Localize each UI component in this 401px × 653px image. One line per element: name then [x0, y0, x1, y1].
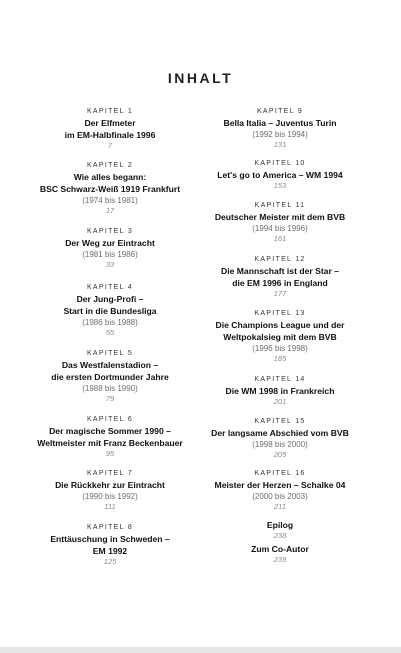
chapter-number: KAPITEL 9 [256, 108, 304, 115]
toc-entry-co-author[interactable] [207, 543, 353, 567]
toc-entry[interactable] [17, 349, 203, 415]
chapter-years: (1996 bis 1998) [252, 344, 308, 353]
chapter-page-number: 79 [105, 394, 115, 403]
chapter-page-number: 211 [274, 502, 286, 511]
toc-entry[interactable] [207, 159, 353, 201]
chapter-number: KAPITEL 15 [254, 418, 306, 425]
chapter-number: KAPITEL 12 [254, 256, 306, 263]
chapter-page-number: 185 [273, 354, 287, 363]
chapter-number: KAPITEL 14 [254, 376, 306, 383]
toc-entry[interactable] [17, 107, 203, 161]
toc-column-left [17, 107, 203, 577]
chapter-number: KAPITEL 7 [86, 470, 134, 477]
chapter-title-line: Der langsame Abschied vom BVB [211, 428, 349, 438]
chapter-years: (1974 bis 1981) [82, 196, 138, 205]
toc-entry[interactable] [207, 469, 353, 519]
chapter-number: KAPITEL 10 [254, 160, 306, 167]
chapter-number: KAPITEL 11 [254, 202, 306, 209]
chapter-page-number: 95 [105, 449, 115, 458]
chapter-page-number: 55 [105, 328, 115, 337]
chapter-page-number: 125 [103, 557, 117, 566]
chapter-title-line: die ersten Dortmunder Jahre [51, 372, 169, 382]
chapter-page-number: 177 [273, 289, 287, 298]
epilog-page-number: 238 [273, 531, 287, 540]
chapter-number: KAPITEL 5 [86, 350, 134, 357]
chapter-page-number: 201 [273, 397, 287, 406]
toc-entry[interactable] [207, 107, 353, 159]
chapter-page-number: 7 [107, 141, 113, 150]
chapter-title-line: Der Elfmeter [84, 118, 136, 128]
toc-entry[interactable] [17, 415, 203, 469]
chapter-title-line: die EM 1996 in England [232, 278, 328, 288]
chapter-number: KAPITEL 6 [86, 416, 134, 423]
chapter-number: KAPITEL 1 [86, 108, 134, 115]
toc-entry[interactable] [17, 283, 203, 349]
chapter-title-line: Der magische Sommer 1990 – [49, 426, 171, 436]
chapter-title-line: Meister der Herzen – Schalke 04 [214, 480, 346, 490]
toc-entry[interactable] [207, 309, 353, 375]
chapter-page-number: 131 [273, 140, 287, 149]
chapter-years: (1998 bis 2000) [252, 440, 308, 449]
page-title: INHALT [167, 70, 234, 86]
toc-entry[interactable] [17, 469, 203, 523]
toc-entry[interactable] [207, 255, 353, 309]
chapter-page-number: 111 [104, 502, 116, 511]
chapter-title-line: Das Westfalenstadion – [61, 360, 159, 370]
chapter-page-number: 153 [273, 181, 287, 190]
chapter-title-line: Start in die Bundesliga [63, 306, 157, 316]
chapter-title-line: Deutscher Meister mit dem BVB [214, 212, 346, 222]
chapter-number: KAPITEL 4 [86, 284, 134, 291]
co-author-title: Zum Co-Autor [251, 544, 309, 554]
chapter-title-line: Die Rückkehr zur Eintracht [55, 480, 165, 490]
chapter-title-line: Bella Italia – Juventus Turin [223, 118, 337, 128]
chapter-number: KAPITEL 13 [254, 310, 306, 317]
chapter-page-number: 17 [105, 206, 115, 215]
chapter-title-line: Der Weg zur Eintracht [65, 238, 155, 248]
toc-column-right [207, 107, 353, 567]
chapter-page-number: 33 [105, 260, 115, 269]
chapter-years: (1986 bis 1988) [82, 318, 138, 327]
chapter-number: KAPITEL 16 [254, 470, 306, 477]
toc-entry[interactable] [17, 161, 203, 227]
chapter-title-line: Die Champions League und der [215, 320, 345, 330]
chapter-title-line: Wie alles begann: [73, 172, 147, 182]
chapter-title-line: Weltpokalsieg mit dem BVB [223, 332, 337, 342]
chapter-number: KAPITEL 2 [86, 162, 134, 169]
toc-entry[interactable] [17, 523, 203, 577]
toc-entry[interactable] [207, 201, 353, 255]
chapter-page-number: 205 [273, 450, 287, 459]
chapter-number: KAPITEL 8 [86, 524, 134, 531]
epilog-title: Epilog [266, 520, 294, 530]
chapter-title-line: Enttäuschung in Schweden – [50, 534, 170, 544]
chapter-title-line: EM 1992 [92, 546, 128, 556]
chapter-years: (2000 bis 2003) [252, 492, 308, 501]
chapter-years: (1990 bis 1992) [82, 492, 138, 501]
chapter-years: (1992 bis 1994) [252, 130, 308, 139]
toc-entry[interactable] [17, 227, 203, 283]
chapter-years: (1994 bis 1996) [252, 224, 308, 233]
chapter-title-line: Die WM 1998 in Frankreich [225, 386, 335, 396]
chapter-years: (1981 bis 1986) [82, 250, 138, 259]
chapter-number: KAPITEL 3 [86, 228, 134, 235]
chapter-years: (1988 bis 1990) [82, 384, 138, 393]
chapter-page-number: 161 [273, 234, 287, 243]
chapter-title-line: Let's go to America – WM 1994 [217, 170, 343, 180]
chapter-title-line: Die Mannschaft ist der Star – [221, 266, 339, 276]
toc-entry[interactable] [207, 417, 353, 469]
chapter-title-line: BSC Schwarz-Weiß 1919 Frankfurt [39, 184, 181, 194]
chapter-title-line: Weltmeister mit Franz Beckenbauer [37, 438, 183, 448]
co-author-page-number: 239 [273, 555, 287, 564]
bottom-scroll-bar [0, 647, 401, 653]
toc-entry[interactable] [207, 375, 353, 417]
chapter-title-line: im EM-Halbfinale 1996 [64, 130, 156, 140]
chapter-title-line: Der Jung-Profi – [76, 294, 144, 304]
toc-entry-epilog[interactable] [207, 519, 353, 543]
